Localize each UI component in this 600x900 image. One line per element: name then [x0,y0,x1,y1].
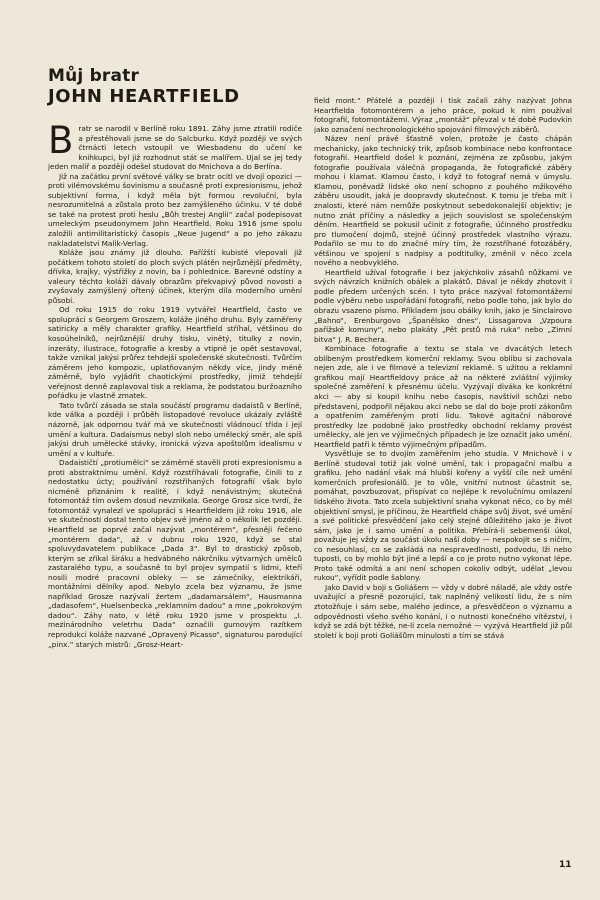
paragraph: Od roku 1915 do roku 1919 vytvářel Heartfield, často ve spolupráci s Georgem Groszem, koláže jiného druhu. Byly zaměřeny satiricky a měly charakter grafiky. Heartfield stříhal, většinou do kosoúhelníků, nejrůznější druhy tisku, vinětý, titulky z novin, inzeráty, ilustrace, fotografie a kresby a vtipně je opět sestavoval, takže vznikal jakýsi průřez tehdejší společenské skutečnosti. Tvůrčím záměrem jeho kompozic, uplatňovaným někdy více, jindy méně záměrně, bylo vyjádřit chaotickými prostředky, jimiž tehdejší veřejnost denně zaplavoval tisk a reklama, že podstatou buržoazního pořádku je vlastně zmatek. [48,305,302,401]
paragraph: Koláže jsou známy již dlouho. Pařížští kubisté vlepovali již počátkem tohoto století do ploch svých plátěn nejrůznější předměty, dřívka, krajky, výstřižky z novin, ba i pohlednice. Barevné odstíny a valeury těchto koláží dávaly obrazům překvapivý původ novosti a zvyšovaly zamýšlený ořtený účinek, kterým díla moderního umění působí. [48,248,302,305]
paragraph: field mont.“ Přátelé a později i tisk začali záhy nazývat Johna Heartfielda fotomontérem a jeho práce, pokud k nim používal fotografií, fotomontážemi. Výraz „montáž“ převzal v té době Pudovkin jako označení nechronologického spojování filmových záběrů. [314,96,572,134]
page-number: 11 [559,860,572,870]
paragraph: Vysvětluje se to dvojím zaměřením jeho studia. V Mnichově i v Berlíně studoval totiž jak volné umění, tak i propagační malbu a grafiku. Jeho nadání však má hlubší kořeny a vyšší cíle než umění komerčních profesionálů. Je to vůle, vnitřní nutnost účastnit se, pomáhat, povzbuzovat, přispívat co nejlépe k revolučnímu omlazení lidského života. Tato zcela subjektivní snaha vykonat něco, co by měl objektivní smysl, je příčinou, že Heartfield chápe svůj život, své umění a své politické přesvědčení jako celý stejně důležitého jako je život sám, jako je i samo umění a politika. Přebírá-li sebemenší úkol, považuje jej vždy za součást úkolu naší doby — nespokojit se s ničím, co nesouhlasí, co se zakládá na nespravedlnosti, podvodu, lži nebo tuposti, co by mohlo být jiné a lepší a co je proto nutno vykonat lépe. Proto také odmítá a ani není schopen cokoliv odbýt, udělat „levou rukou“, vyřídit podle šablony. [314,449,572,583]
paragraph: Kombinace fotografie a textu se stala ve dvacátých letech oblíbeným prostředkem komerční reklamy. Svou oblibu si zachovala nejen zde, ale i ve filmové a televizní reklamě. S užitou a reklamní grafikou mají Heartfieldovy práce až na některé zvláštní výjimky společné zaměření k přesnému účelu. Vyzývají diváka ke konkrétní akci — aby si koupil knihu nebo časopis, navštívil schůzi nebo představení, podpořil nějakou akci nebo se dal do boje proti zákonům a opatřením zaměřeným proti lidu. Takové agitační náborové prostředky lze podobně jako prostředky obchodní reklamy provést umělecky, ale jen ve výjimečných případech je lze označit jako umění. Heartfield patří k těmto výjimečným případům. [314,344,572,449]
paragraph: Bratr se narodil v Berlíně roku 1891. Záhy jsme ztratili rodiče a přestěhovali jsme se do Salcburku. Když později ve svých čtrnácti letech vstoupil ve Wiesbadenu do učení ke knihkupci, byl již rozhodnut stát se malířem. Ujal se jej tedy jeden malíř a později odešel studovat do Mnichova a do Berlína. [48,119,302,172]
left-text-column [48,119,303,649]
right-text-column [314,96,572,640]
drop-cap: B [48,119,74,162]
title-line-1: Můj bratr [48,66,140,86]
paragraph: Tato tvůrčí zásada se stala součástí programu dadaistů v Berlíně, kde válka a později i průběh listopadové revoluce ukázaly zvláště názorně, jak odpornou tvář má ve skutečnosti vládnoucí třída i její umění a kultura. Dadaismus nebyl sloh nebo umělecký směr, ale spíš jakýsi druh umělecké stávky, ironická výzva apoštolům idealismu v umění a v kultuře. [48,400,302,458]
article-title [48,66,288,107]
paragraph: Heartfield užíval fotografie i bez jakýchkoliv zásahů nůžkami ve svých návrzích knižních obálek a plakátů. Dával je někdy zhotovit i podle předem určených scén. I tyto práce nazýval fotomontážemi podle výběru nebo uspořádání fotografií, nebo podle toho, jak bylo do obrazu vsazeno písmo. Příkladem jsou obálky knih, jako je Sinclairovo „Bahno“, Erenburgovo „Španělsko dnes“, Lissagarova „Vzpoura pařížské komuny“, nebo plakáty „Pět prstů má ruka“ nebo „Zimní bitva“ J. R. Bechera. [314,267,572,344]
paragraph: Již na začátku první světové války se bratr ocitl ve dvojí opozici — proti vilémovskému šovinismu a současně proti expresionismu, jehož subjektivní forma, i když měla být formou revoluční, byla nesrozumitelná a zůstala proto bez zamýšleného účinku. V té době se také na protest proti heslu „Bůh trestej Anglii“ začal podepisovat umeleckým pseudonymem John Heartfield. Roku 1916 jsme spolu založili antimilitaristický časopis „Neue Jugend“ a po jeho zákazu nakladatelství Malik-Verlag. [48,171,302,248]
paragraph: Jako David v boji s Goliášem — vždy v dobré náladě, ale vždy ostře uvažující a přesně pozorující, tak naplněný velikostí lidu, že s ním ztotožňuje i sám sebe, malého jedince, a přesvědčeon o významu a odpovědnosti všeho svého konání, i o nutnosti konečného vítězství, i když se zdá být těžké, ne-li zcela nemožné — vyzývá Heartfield již půl století k boji proti Goliášům minulosti a tím se stává [314,582,572,640]
paragraph: Dadaističtí „protiumělci“ se záměrně stavěli proti expresionismu a proti abstraktnímu umění. Když rozstříhávali fotografie, činili to z nedostatku úcty; používání rozstříhaných fotografií však bylo nicméně přiznáním k realitě, i když nenávistným; skutečná fotomontáž tím ovšem dosud nevznikala. George Grosz sice tvrdí, že fotomontáž vynalezl ve spolupráci s Heartfieldem již roku 1916, ale ve skutečnosti dostal tento objev své jméno až o několik let později. Heartfield se poprvé začal nazývat „montérem“, přesněji řečeno „montérem dada“, až v dubnu roku 1920, když se stal spoluvydavatelem publikace „Dada 3“. Byl to drastický způsob, kterým se zříkal širáku a hedvábného nákrčníku výtvarných umělců zastaralého typu, a současně to byl projev sympatií s lidmi, kteří nosili modré pracovní obleky — se zámečníky, elektrikáři, montážními dělníky apod. Nebylo zcela bez významu, že jsme například Grosze nazývali žertem „dadamarsálem“, Hausmanna „dadasofem“, Huelsenbecka „reklamním dadou“ a mne „pokrokovým dadou“. Záhy nato, v létě roku 1920 jsme v prospektu „I. mezinárodního veletrhu Dada“ označili gumovým razítkem reprodukci koláže nazvané „Opravený Picasso“, signaturou parodující „pinx.“ starých mistrů: „Grosz-Heart- [48,458,303,649]
paragraph: Název není právě šťastně volen, protože je často chápán mechanicky, jako technický trik, způsob kombinace nebo konfrontace fotografií. Heartfield došel k poznání, zejména ze způsobu, jakým fotografie používala válečná propaganda, že fotografické záběry mohou i klamat. Klamou často, i když to fotograf nemá v úmyslu. Klamou, poněvadž lidské oko není schopno z pouhého mžikového záběru usoudit, jaká je doopravdy skutečnost. K tomu je třeba mít i znalosti, které nám nemůže poskytnout sebedokonalejší objektiv; je nutno znát příčiny a následky a jejich souvislost se společenským děním. Heartfield se pokusil učinit z fotografie, účinného prostředku pro tlumočení dojmů, stejně účinný prostředek vlastního výrazu. Podařilo se mu to do značné míry tím, že rozstříhané fotozáběry, většinou ve spojení s nadpisy a podtitulky, změnil v něco zcela nového a neobvyklého. [314,134,572,268]
title-line-2: JOHN HEARTFIELD [48,86,240,107]
